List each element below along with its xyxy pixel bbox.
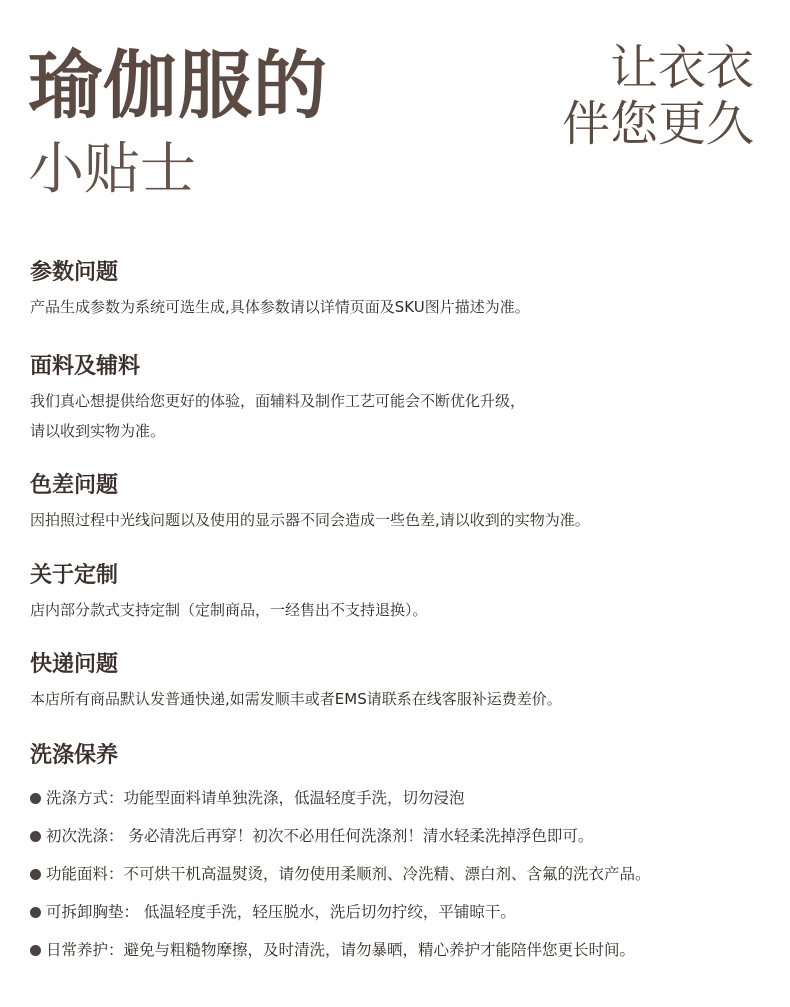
bullet-icon bbox=[30, 793, 41, 804]
section-title: 色差问题 bbox=[30, 473, 119, 498]
care-item-text: 洗涤方式：功能型面料请单独洗涤，低温轻度手洗，切勿浸泡 bbox=[46, 789, 465, 807]
slogan-line-2: 伴您更久 bbox=[561, 96, 754, 152]
list-item bbox=[30, 931, 760, 969]
list-item bbox=[30, 855, 760, 893]
list-item bbox=[30, 779, 760, 817]
section-title: 关于定制 bbox=[30, 563, 119, 588]
section-shipping bbox=[30, 650, 760, 714]
bullet-icon bbox=[30, 907, 41, 918]
section-text-line: 我们真心想提供给您更好的体验，面辅料及制作工艺可能会不断优化升级， bbox=[30, 392, 526, 410]
section-title: 洗涤保养 bbox=[30, 743, 119, 768]
section-text: 因拍照过程中光线问题以及使用的显示器不同会造成一些色差,请以收到的实物为准。 bbox=[30, 511, 590, 529]
bullet-icon bbox=[30, 831, 41, 842]
header-title-sub: 小贴士 bbox=[28, 137, 196, 202]
section-title: 快递问题 bbox=[30, 652, 119, 677]
care-list bbox=[30, 779, 760, 969]
section-color-difference bbox=[30, 471, 760, 535]
care-item-text: 初次洗涤： 务必清洗后再穿！初次不必用任何洗涤剂！清水轻柔洗掉浮色即可。 bbox=[46, 827, 594, 845]
section-customization bbox=[30, 561, 760, 625]
section-text bbox=[30, 386, 760, 446]
bullet-icon bbox=[30, 869, 41, 880]
section-text: 产品生成参数为系统可选生成,具体参数请以详情页面及SKU图片描述为准。 bbox=[30, 298, 530, 316]
slogan bbox=[562, 40, 754, 152]
header-title-main: 瑜伽服的 bbox=[28, 43, 328, 129]
list-item bbox=[30, 817, 760, 855]
care-item-text: 可拆卸胸垫： 低温轻度手洗，轻压脱水，洗后切勿拧绞，平铺晾干。 bbox=[46, 903, 516, 921]
section-text: 店内部分款式支持定制（定制商品，一经售出不支持退换）。 bbox=[30, 601, 428, 619]
section-text-line: 请以收到实物为准。 bbox=[30, 422, 166, 440]
section-title: 面料及辅料 bbox=[30, 354, 141, 379]
section-title: 参数问题 bbox=[30, 260, 119, 285]
section-parameters bbox=[30, 258, 760, 322]
care-item-text: 日常养护：避免与粗糙物摩擦，及时清洗，请勿暴晒，精心养护才能陪伴您更长时间。 bbox=[46, 941, 636, 959]
section-care bbox=[30, 741, 760, 969]
section-fabric bbox=[30, 352, 760, 446]
care-item-text: 功能面料：不可烘干机高温熨烫，请勿使用柔顺剂、冷洗精、漂白剂、含氟的洗衣产品。 bbox=[46, 865, 651, 883]
section-text: 本店所有商品默认发普通快递,如需发顺丰或者EMS请联系在线客服补运费差价。 bbox=[30, 690, 562, 708]
list-item bbox=[30, 893, 760, 931]
bullet-icon bbox=[30, 945, 41, 956]
slogan-line-1: 让衣衣 bbox=[609, 40, 754, 96]
